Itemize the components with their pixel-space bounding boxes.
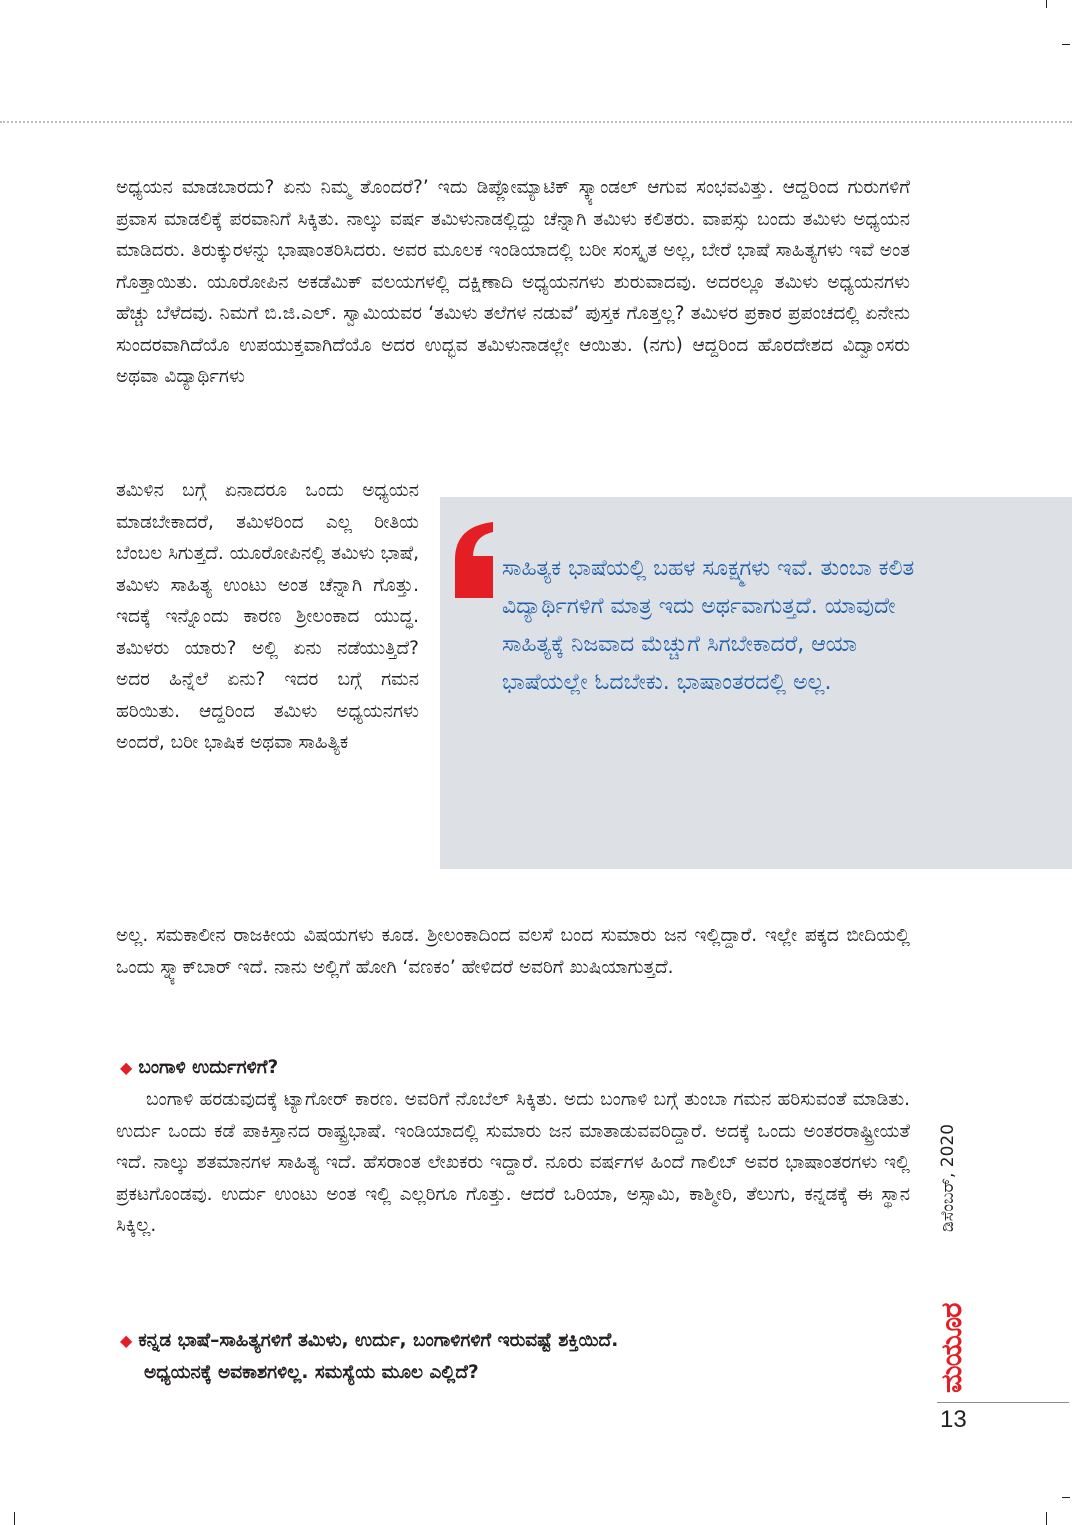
magazine-logo: ಮಯೂರ <box>934 1303 968 1393</box>
crop-mark <box>14 1512 15 1525</box>
crop-mark <box>1062 44 1070 45</box>
crop-mark <box>1046 0 1047 8</box>
article-paragraph-2-column: ತಮಿಳಿನ ಬಗ್ಗೆ ಏನಾದರೂ ಒಂದು ಅಧ್ಯಯನ ಮಾಡಬೇಕಾದರೆ, ತಮಿಳರಿಂದ ಎಲ್ಲ ರೀತಿಯ ಬೆಂಬಲ ಸಿಗುತ್ತದೆ. ಯೂರೋಪಿನಲ್ಲಿ ತಮಿಳು ಭಾಷೆ, ತಮಿಳು ಸಾಹಿತ್ಯ ಉಂಟು ಅಂತ ಚೆನ್ನಾಗಿ ಗೊತ್ತು. ಇದಕ್ಕೆ ಇನ್ನೊಂದು ಕಾರಣ ಶ್ರೀಲಂಕಾದ ಯುದ್ಧ. ತಮಿಳರು ಯಾರು? ಅಲ್ಲಿ ಏನು ನಡೆಯುತ್ತಿದೆ? ಅದರ ಹಿನ್ನೆಲೆ ಏನು? ಇದರ ಬಗ್ಗೆ ಗಮನ ಹರಿಯಿತು. ಆದ್ದರಿಂದ ತಮಿಳು ಅಧ್ಯಯನಗಳು ಅಂದರೆ, ಬರೀ ಭಾಷಿಕ ಅಥವಾ ಸಾಹಿತ್ಯಿಕ <box>116 480 419 753</box>
header-divider <box>0 121 1072 123</box>
diamond-bullet-icon: ◆ <box>120 1331 133 1350</box>
interview-question-2-line2: ಅಧ್ಯಯನಕ್ಕೆ ಅವಕಾಶಗಳಿಲ್ಲ. ಸಮಸ್ಯೆಯ ಮೂಲ ಎಲ್ಲಿದೆ? <box>144 1362 479 1383</box>
diamond-bullet-icon: ◆ <box>120 1058 133 1077</box>
page-number: 13 <box>940 1406 967 1433</box>
footer-divider <box>937 1402 1069 1403</box>
question-text: ಕನ್ನಡ ಭಾಷೆ–ಸಾಹಿತ್ಯಗಳಿಗೆ ತಮಿಳು, ಉರ್ದು, ಬಂಗಾಳಿಗಳಿಗೆ ಇರುವಷ್ಟೆ ಶಕ್ತಿಯಿದೆ. <box>138 1330 619 1351</box>
pull-quote-text: ಸಾಹಿತ್ಯಕ ಭಾಷೆಯಲ್ಲಿ ಬಹಳ ಸೂಕ್ಷ್ಮಗಳು ಇವೆ. ತುಂಬಾ ಕಲಿತ ವಿದ್ಯಾರ್ಥಿಗಳಿಗೆ ಮಾತ್ರ ಇದು ಅರ್ಥವಾಗುತ್ತದೆ. ಯಾವುದೇ ಸಾಹಿತ್ಯಕ್ಕೆ ನಿಜವಾದ ಮೆಚ್ಚುಗೆ ಸಿಗಬೇಕಾದರೆ, ಆಯಾ ಭಾಷೆಯಲ್ಲೇ ಓದಬೇಕು. ಭಾಷಾಂತರದಲ್ಲಿ ಅಲ್ಲ. <box>502 556 915 695</box>
crop-mark <box>1046 1512 1047 1525</box>
article-paragraph-2-continued: ಅಲ್ಲ. ಸಮಕಾಲೀನ ರಾಜಕೀಯ ವಿಷಯಗಳು ಕೂಡ. ಶ್ರೀಲಂಕಾದಿಂದ ವಲಸೆ ಬಂದ ಸುಮಾರು ಜನ ಇಲ್ಲಿದ್ದಾರೆ. ಇಲ್ಲೇ ಪಕ್ಕದ ಬೀದಿಯಲ್ಲಿ ಒಂದು ಸ್ನ್ಯಾಕ್‌ಬಾರ್ ಇದೆ. ನಾನು ಅಲ್ಲಿಗೆ ಹೋಗಿ ‘ವಣಕಂ’ ಹೇಳಿದರೆ ಅವರಿಗೆ ಖುಷಿಯಾಗುತ್ತದೆ. <box>116 925 910 978</box>
issue-date: ಡಿಸೆಂಬರ್, 2020 <box>938 1123 958 1232</box>
interview-question-2 <box>120 1325 618 1357</box>
interview-question-1 <box>120 1052 278 1084</box>
article-paragraph-1: ಅಧ್ಯಯನ ಮಾಡಬಾರದು? ಏನು ನಿಮ್ಮ ತೊಂದರೆ?’ ಇದು ಡಿಪ್ಲೋಮ್ಯಾಟಿಕ್ ಸ್ಕ್ಯಾಂಡಲ್ ಆಗುವ ಸಂಭವವಿತ್ತು. ಆದ್ದರಿಂದ ಗುರುಗಳಿಗೆ ಪ್ರವಾಸ ಮಾಡಲಿಕ್ಕೆ ಪರವಾನಿಗೆ ಸಿಕ್ಕಿತು. ನಾಲ್ಕು ವರ್ಷ ತಮಿಳುನಾಡಲ್ಲಿದ್ದು ಚೆನ್ನಾಗಿ ತಮಿಳು ಕಲಿತರು. ವಾಪಸ್ಸು ಬಂದು ತಮಿಳು ಅಧ್ಯಯನ ಮಾಡಿದರು. ತಿರುಕ್ಕುರಳನ್ನು ಭಾಷಾಂತರಿಸಿದರು. ಅವರ ಮೂಲಕ ಇಂಡಿಯಾದಲ್ಲಿ ಬರೀ ಸಂಸ್ಕೃತ ಅಲ್ಲ, ಬೇರೆ ಭಾಷೆ ಸಾಹಿತ್ಯಗಳು ಇವೆ ಅಂತ ಗೊತ್ತಾಯಿತು. ಯೂರೋಪಿನ ಅಕಡೆಮಿಕ್ ವಲಯಗಳಲ್ಲಿ ದಕ್ಷಿಣಾದಿ ಅಧ್ಯಯನಗಳು ಶುರುವಾದವು. ಅದರಲ್ಲೂ ತಮಿಳು ಅಧ್ಯಯನಗಳು ಹೆಚ್ಚು ಬೆಳೆದವು. ನಿಮಗೆ ಬಿ.ಜಿ.ಎಲ್. ಸ್ವಾಮಿಯವರ ‘ತಮಿಳು ತಲೆಗಳ ನಡುವೆ’ ಪುಸ್ತಕ ಗೊತ್ತಲ್ಲ? ತಮಿಳರ ಪ್ರಕಾರ ಪ್ರಪಂಚದಲ್ಲಿ ಏನೇನು ಸುಂದರವಾಗಿದೆಯೊ ಉಪಯುಕ್ತವಾಗಿದೆಯೊ ಅದರ ಉದ್ಭವ ತಮಿಳುನಾಡಲ್ಲೇ ಆಯಿತು. (ನಗು) ಆದ್ದರಿಂದ ಹೊರದೇಶದ ವಿದ್ವಾಂಸರು ಅಥವಾ ವಿದ್ಯಾರ್ಥಿಗಳು <box>116 177 910 387</box>
quote-mark-icon <box>455 522 495 598</box>
question-text: ಬಂಗಾಳಿ ಉರ್ದುಗಳಿಗೆ? <box>138 1057 279 1078</box>
crop-mark <box>1062 1497 1070 1498</box>
answer-paragraph-1: ಬಂಗಾಳಿ ಹರಡುವುದಕ್ಕೆ ಟ್ಯಾಗೋರ್ ಕಾರಣ. ಅವರಿಗೆ ನೊಬೆಲ್ ಸಿಕ್ಕಿತು. ಅದು ಬಂಗಾಳಿ ಬಗ್ಗೆ ತುಂಬಾ ಗಮನ ಹರಿಸುವಂತೆ ಮಾಡಿತು. ಉರ್ದು ಒಂದು ಕಡೆ ಪಾಕಿಸ್ತಾನದ ರಾಷ್ಟ್ರಭಾಷೆ. ಇಂಡಿಯಾದಲ್ಲಿ ಸುಮಾರು ಜನ ಮಾತಾಡುವವರಿದ್ದಾರೆ. ಅದಕ್ಕೆ ಒಂದು ಅಂತರರಾಷ್ಟ್ರೀಯತೆ ಇದೆ. ನಾಲ್ಕು ಶತಮಾನಗಳ ಸಾಹಿತ್ಯ ಇದೆ. ಹೆಸರಾಂತ ಲೇಖಕರು ಇದ್ದಾರೆ. ನೂರು ವರ್ಷಗಳ ಹಿಂದೆ ಗಾಲಿಬ್ ಅವರ ಭಾಷಾಂತರಗಳು ಇಲ್ಲಿ ಪ್ರಕಟಗೊಂಡವು. ಉರ್ದು ಉಂಟು ಅಂತ ಇಲ್ಲಿ ಎಲ್ಲರಿಗೂ ಗೊತ್ತು. ಆದರೆ ಒರಿಯಾ, ಅಸ್ಸಾಮಿ, ಕಾಶ್ಮೀರಿ, ತೆಲುಗು, ಕನ್ನಡಕ್ಕೆ ಈ ಸ್ಥಾನ ಸಿಕ್ಕಿಲ್ಲ. <box>116 1089 910 1236</box>
